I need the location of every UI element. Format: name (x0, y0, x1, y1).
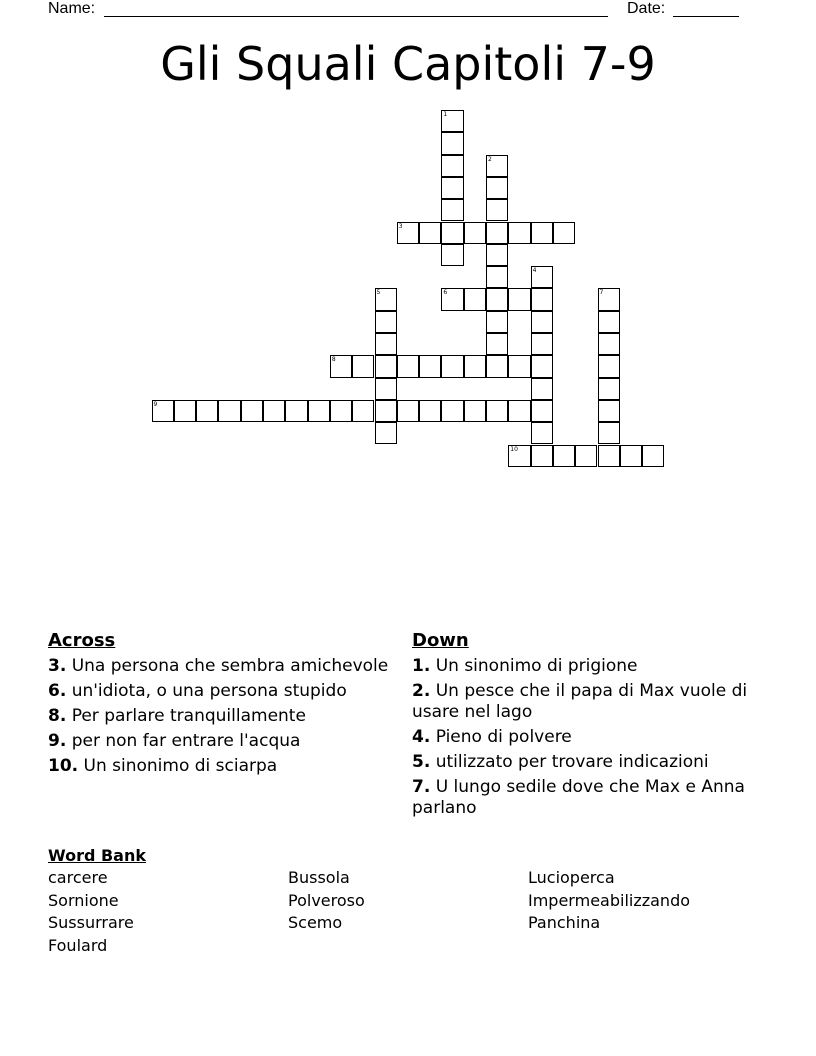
grid-cell[interactable] (531, 222, 553, 244)
clue-number: 8 (331, 356, 336, 364)
grid-cell[interactable] (464, 288, 486, 310)
clue-text: U lungo sedile dove che Max e Anna parlano (412, 777, 745, 818)
grid-cell[interactable] (598, 378, 620, 400)
across-heading: Across (48, 630, 116, 651)
down-heading: Down (412, 630, 469, 651)
grid-cell[interactable] (263, 400, 285, 422)
grid-cell[interactable] (352, 400, 374, 422)
across-clue (48, 656, 398, 677)
word-bank-item: Sornione (48, 890, 119, 910)
clue-number-label: 10. (48, 756, 79, 776)
grid-cell[interactable] (531, 288, 553, 310)
grid-cell[interactable] (598, 333, 620, 355)
clue-number: 9 (153, 400, 158, 408)
grid-cell[interactable] (598, 400, 620, 422)
grid-cell[interactable] (441, 355, 463, 377)
grid-cell[interactable] (218, 400, 240, 422)
clue-number: 4 (532, 267, 537, 275)
down-clue (412, 681, 762, 723)
word-bank-item: Panchina (528, 913, 601, 932)
clue-number-label: 9. (48, 731, 67, 751)
grid-cell[interactable] (441, 132, 463, 154)
grid-cell[interactable] (441, 155, 463, 177)
grid-cell[interactable] (553, 445, 575, 467)
grid-cell[interactable] (553, 222, 575, 244)
clue-number: 7 (599, 289, 604, 297)
grid-cell[interactable] (575, 445, 597, 467)
grid-cell[interactable] (508, 445, 530, 467)
grid-cell[interactable] (486, 333, 508, 355)
clue-number-label: 2. (412, 681, 431, 701)
grid-cell[interactable] (308, 400, 330, 422)
grid-cell[interactable] (508, 355, 530, 377)
grid-cell[interactable] (241, 400, 263, 422)
grid-cell[interactable] (397, 400, 419, 422)
word-bank-item: Sussurrare (48, 913, 134, 932)
grid-cell[interactable] (531, 355, 553, 377)
word-bank-item: carcere (48, 868, 108, 887)
across-clue (48, 681, 398, 702)
grid-cell[interactable] (598, 311, 620, 333)
date-label: Date: (627, 0, 666, 17)
clue-text: Un pesce che il papa di Max vuole di usare nel lago (412, 681, 748, 722)
clue-number-label: 5. (412, 752, 431, 772)
across-clue (48, 706, 398, 727)
grid-cell[interactable] (441, 288, 463, 310)
grid-cell[interactable] (375, 355, 397, 377)
grid-cell[interactable] (441, 177, 463, 199)
name-label: Name: (48, 0, 96, 17)
grid-cell[interactable] (598, 445, 620, 467)
down-clue (412, 752, 762, 773)
grid-cell[interactable] (397, 222, 419, 244)
grid-cell[interactable] (620, 445, 642, 467)
grid-cell[interactable] (419, 400, 441, 422)
down-clue (412, 727, 762, 748)
grid-cell[interactable] (330, 355, 352, 377)
grid-cell[interactable] (598, 288, 620, 310)
clue-number: 2 (488, 155, 492, 163)
grid-cell[interactable] (508, 400, 530, 422)
grid-cell[interactable] (531, 266, 553, 288)
grid-cell[interactable] (598, 422, 620, 444)
down-clues (412, 630, 762, 819)
grid-cell[interactable] (441, 244, 463, 266)
down-clue (412, 777, 762, 819)
grid-cell[interactable] (486, 355, 508, 377)
grid-cell[interactable] (486, 199, 508, 221)
grid-cell[interactable] (464, 355, 486, 377)
word-bank-item: Foulard (48, 935, 108, 955)
word-bank-heading: Word Bank (48, 846, 147, 865)
across-clue (48, 756, 398, 777)
clue-number: 10 (510, 445, 518, 453)
clue-number: 6 (443, 289, 448, 297)
clue-text: Per parlare tranquillamente (66, 706, 306, 726)
clue-number: 1 (443, 111, 448, 118)
grid-cell[interactable] (531, 333, 553, 355)
grid-cell[interactable] (486, 311, 508, 333)
grid-cell[interactable] (531, 378, 553, 400)
grid-cell[interactable] (486, 244, 508, 266)
clue-number: 3 (398, 222, 403, 230)
grid-cell[interactable] (419, 355, 441, 377)
grid-cell[interactable] (285, 400, 307, 422)
word-bank-item: Scemo (288, 913, 343, 932)
grid-cell[interactable] (486, 222, 508, 244)
word-bank-item: Bussola (288, 868, 350, 887)
grid-cell[interactable] (642, 445, 664, 467)
grid-cell[interactable] (441, 222, 463, 244)
grid-cell[interactable] (375, 422, 397, 444)
grid-cell[interactable] (531, 400, 553, 422)
clue-number-label: 4. (412, 727, 431, 747)
grid-cell[interactable] (464, 222, 486, 244)
grid-cell[interactable] (441, 110, 463, 132)
clue-number-label: 3. (48, 656, 67, 676)
clue-number-label: 6. (48, 681, 67, 701)
clue-text: per non far entrare l'acqua (66, 731, 301, 751)
clue-number-label: 8. (48, 706, 67, 726)
grid-cell[interactable] (375, 333, 397, 355)
clue-number-label: 1. (412, 656, 431, 676)
grid-cell[interactable] (464, 400, 486, 422)
grid-cell[interactable] (330, 400, 352, 422)
clue-text: Una persona che sembra amichevole (66, 656, 389, 676)
grid-cell[interactable] (375, 378, 397, 400)
word-bank-item: Polveroso (288, 890, 365, 910)
across-clue (48, 731, 398, 752)
grid-cell[interactable] (598, 355, 620, 377)
grid-cell[interactable] (441, 199, 463, 221)
crossword-grid (0, 0, 816, 480)
clue-text: utilizzato per trovare indicazioni (430, 752, 709, 772)
grid-cell[interactable] (152, 400, 174, 422)
grid-cell[interactable] (486, 288, 508, 310)
grid-cell[interactable] (531, 422, 553, 444)
clue-text: Un sinonimo di prigione (430, 656, 638, 676)
grid-cell[interactable] (352, 355, 374, 377)
clue-number-label: 7. (412, 777, 431, 797)
grid-cell[interactable] (174, 400, 196, 422)
page-title: Gli Squali Capitoli 7-9 (160, 37, 656, 91)
grid-cell[interactable] (375, 311, 397, 333)
clue-text: un'idiota, o una persona stupido (66, 681, 347, 701)
grid-cell[interactable] (486, 266, 508, 288)
word-bank-item: Lucioperca (528, 868, 615, 887)
clue-text: Un sinonimo di sciarpa (78, 756, 278, 776)
grid-cell[interactable] (531, 311, 553, 333)
grid-cell[interactable] (419, 222, 441, 244)
grid-cell[interactable] (196, 400, 218, 422)
grid-cell[interactable] (486, 177, 508, 199)
grid-cell[interactable] (375, 400, 397, 422)
down-clue (412, 656, 762, 677)
clue-text: Pieno di polvere (430, 727, 572, 747)
grid-cell[interactable] (441, 400, 463, 422)
word-bank-item: Impermeabilizzando (528, 890, 691, 910)
across-clues (48, 630, 398, 777)
grid-cell[interactable] (375, 288, 397, 310)
grid-cell[interactable] (508, 222, 530, 244)
grid-cell[interactable] (508, 288, 530, 310)
grid-cell[interactable] (531, 445, 553, 467)
grid-cell[interactable] (486, 400, 508, 422)
grid-cell[interactable] (397, 355, 419, 377)
clue-number: 5 (376, 289, 381, 297)
grid-cell[interactable] (486, 155, 508, 177)
